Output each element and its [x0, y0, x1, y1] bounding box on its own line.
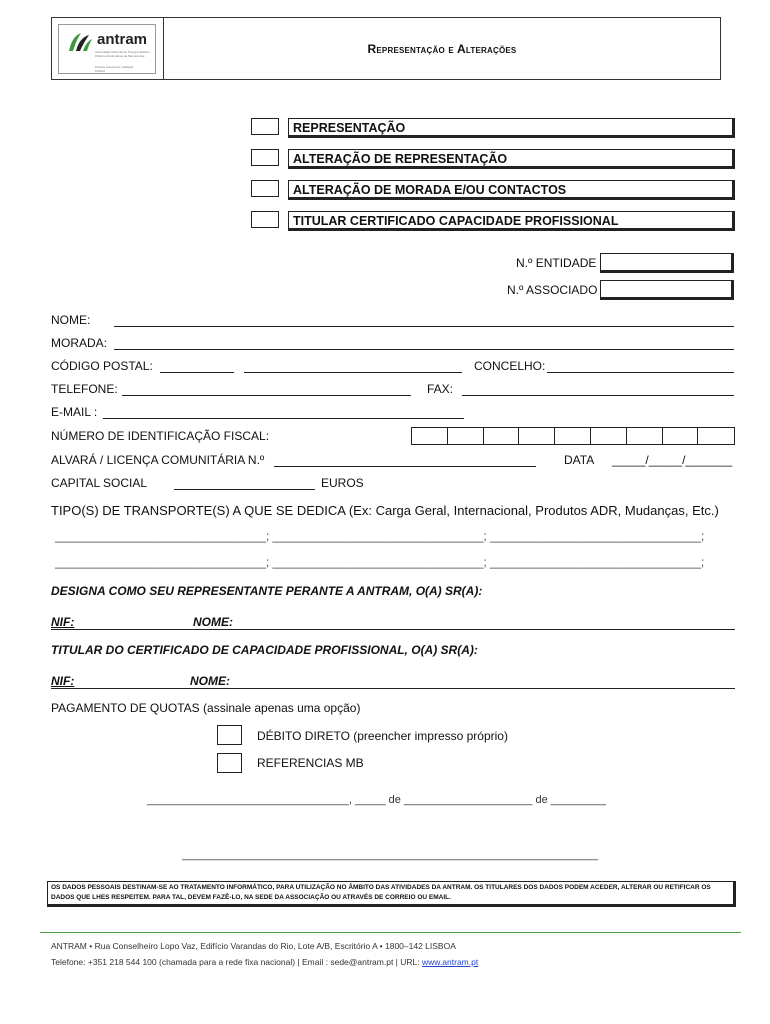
antram-leaf-icon	[67, 31, 93, 53]
nif-digit-box[interactable]	[484, 428, 520, 444]
representative-nif-label: NIF:	[51, 615, 75, 629]
nif-label: NÚMERO DE IDENTIFICAÇÃO FISCAL:	[51, 429, 270, 443]
nif-digit-box[interactable]	[412, 428, 448, 444]
nome-label: NOME:	[51, 313, 91, 327]
morada-line[interactable]	[114, 349, 734, 350]
nif-digit-grid[interactable]	[411, 427, 735, 445]
nif-digit-box[interactable]	[663, 428, 699, 444]
footer-address: ANTRAM • Rua Conselheiro Lopo Vaz, Edifício Varandas do Rio, Lote A/B, Escritório A • 1800–142 LISBOA	[51, 941, 456, 951]
checkbox-referencias-mb[interactable]	[217, 753, 242, 773]
footer-contact	[51, 957, 478, 967]
entidade-label: N.º ENTIDADE	[516, 256, 597, 270]
transport-row-1[interactable]: _________________________________; _________________________________; _________________________________;	[55, 531, 705, 543]
codigo-postal-line-1[interactable]	[160, 372, 234, 373]
representative-nome-label: NOME:	[193, 615, 233, 629]
alvara-label: ALVARÁ / LICENÇA COMUNITÁRIA N.º	[51, 453, 265, 467]
euros-label: EUROS	[321, 476, 364, 490]
telefone-line[interactable]	[122, 395, 411, 396]
titular-heading: TITULAR DO CERTIFICADO DE CAPACIDADE PROFISSIONAL, O(A) SR(A):	[51, 643, 478, 657]
logo-subtitle-2: Pessoa Coletiva de Utilidade Pública	[95, 65, 134, 73]
nif-digit-box[interactable]	[698, 428, 734, 444]
form-header	[51, 17, 721, 80]
morada-label: MORADA:	[51, 336, 108, 350]
antram-logo	[58, 24, 156, 74]
transport-row-2[interactable]: _________________________________; _________________________________; _________________________________;	[55, 557, 705, 569]
logo-subtitle: Associação Nacional de Transportadores Públicos Rodoviários de Mercadorias	[95, 50, 150, 58]
option-referencias-mb: REFERENCIAS MB	[257, 756, 364, 770]
checkbox-representacao[interactable]	[251, 118, 279, 135]
payment-label: PAGAMENTO DE QUOTAS (assinale apenas uma opção)	[51, 701, 361, 715]
logo-cell	[52, 18, 164, 79]
footer-url-link[interactable]: www.antram.pt	[421, 957, 479, 967]
privacy-notice: OS DADOS PESSOAIS DESTINAM-SE AO TRATAMENTO INFORMÁTICO, PARA UTILIZAÇÃO NO ÂMBITO DAS ATIVIDADES DA ANTRAM. OS TITULARES DOS DADOS PODEM ACEDER, ALTERAR OU RETIFICAR OS DADOS QUE LHES RESPEITEM. PARA TAL, DEVEM FAZÊ-LO, NA SEDE DA ASSOCIAÇÃO OU ATRAVÉS DE CORREIO OU EMAIL.	[47, 881, 736, 907]
nif-digit-box[interactable]	[591, 428, 627, 444]
capital-social-line[interactable]	[174, 489, 315, 490]
representative-heading: DESIGNA COMO SEU REPRESENTANTE PERANTE A ANTRAM, O(A) SR(A):	[51, 584, 483, 598]
codigo-postal-label: CÓDIGO POSTAL:	[51, 359, 153, 373]
footer-contact-text: Telefone: +351 218 544 100 (chamada para a rede fixa nacional) | Email : sede@antram.pt | URL:	[51, 957, 422, 967]
capital-social-label: CAPITAL SOCIAL	[51, 476, 148, 490]
alvara-line[interactable]	[274, 466, 536, 467]
data-label: DATA	[564, 453, 595, 467]
option-representacao: REPRESENTAÇÃO	[288, 118, 735, 138]
concelho-label: CONCELHO:	[474, 359, 546, 373]
option-alteracao-morada: ALTERAÇÃO DE MORADA E/OU CONTACTOS	[288, 180, 735, 200]
associado-label: N.º ASSOCIADO	[507, 283, 598, 297]
option-titular-certificado: TITULAR CERTIFICADO CAPACIDADE PROFISSIONAL	[288, 211, 735, 231]
nome-line[interactable]	[114, 326, 734, 327]
fax-label: FAX:	[427, 382, 454, 396]
transport-label: TIPO(S) DE TRANSPORTE(S) A QUE SE DEDICA (Ex: Carga Geral, Internacional, Produtos ADR, Mudanças, Etc.)	[51, 503, 719, 518]
entidade-input[interactable]	[600, 253, 734, 273]
fax-line[interactable]	[462, 395, 734, 396]
place-date-line[interactable]: _________________________________, _____ de _____________________ de _________	[147, 794, 606, 806]
titular-line[interactable]	[51, 688, 735, 689]
representative-line[interactable]	[51, 629, 735, 630]
checkbox-alteracao-representacao[interactable]	[251, 149, 279, 166]
footer-rule	[40, 932, 741, 933]
checkbox-titular-certificado[interactable]	[251, 211, 279, 228]
nif-digit-box[interactable]	[519, 428, 555, 444]
checkbox-debito-direto[interactable]	[217, 725, 242, 745]
associado-input[interactable]	[600, 280, 734, 300]
data-field[interactable]: _____/_____/_______	[612, 453, 733, 467]
option-debito-direto: DÉBITO DIRETO (preencher impresso próprio)	[257, 729, 508, 743]
codigo-postal-line-2[interactable]	[244, 372, 462, 373]
checkbox-alteracao-morada[interactable]	[251, 180, 279, 197]
titular-nif-label: NIF:	[51, 674, 75, 688]
nif-digit-box[interactable]	[627, 428, 663, 444]
titular-nome-label: NOME:	[190, 674, 230, 688]
telefone-label: TELEFONE:	[51, 382, 118, 396]
concelho-line[interactable]	[547, 372, 734, 373]
email-line[interactable]	[103, 418, 464, 419]
option-alteracao-representacao: ALTERAÇÃO DE REPRESENTAÇÃO	[288, 149, 735, 169]
email-label: E-MAIL :	[51, 405, 98, 419]
form-title: Representação e Alterações	[367, 41, 517, 56]
nif-digit-box[interactable]	[448, 428, 484, 444]
nif-digit-box[interactable]	[555, 428, 591, 444]
signature-line[interactable]: ____________________________________________________________________	[182, 849, 599, 861]
logo-word: antram	[97, 31, 148, 48]
